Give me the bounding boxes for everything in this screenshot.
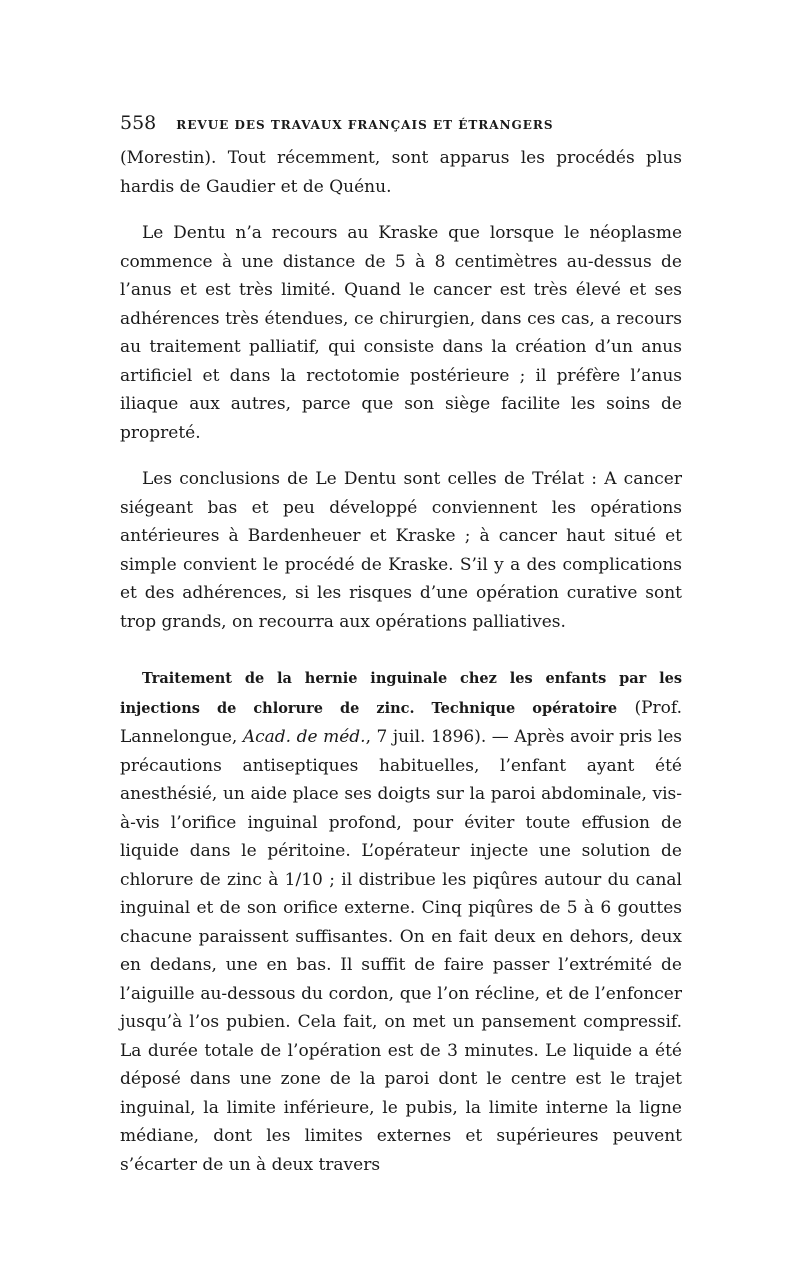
running-title: REVUE DES TRAVAUX FRANÇAIS ET ÉTRANGERS	[176, 118, 554, 132]
running-head	[120, 112, 682, 134]
page-number: 558	[120, 112, 157, 134]
paragraph-conclusions: Les conclusions de Le Dentu sont celles de Trélat : A cancer siégeant bas et peu développé conviennent les opérations antérieures à Bardenheuer et Kraske ; à cancer haut situé et simple convient le procédé de Kraske. S’il y a des complications et des adhérences, si les risques d’une opération curative sont trop grands, on recourra aux opérations palliatives.	[120, 469, 682, 632]
paragraph-le-dentu: Le Dentu n’a recours au Kraske que lorsque le néoplasme commence à une distance de 5 à 8 centimètres au-dessus de l’anus et est très limité. Quand le cancer est très élevé et ses adhérences très étendues, ce chirurgien, dans ces cas, a recours au traitement palliatif, qui consiste dans la création d’un anus artificiel et dans la rectotomie postérieure ; il préfère l’anus iliaque aux autres, parce que son siège facilite les soins de propreté.	[120, 223, 682, 443]
section-paragraph	[120, 664, 682, 1179]
paragraph-continuation: (Morestin). Tout récemment, sont apparus les procédés plus hardis de Gaudier et de Quénu.	[120, 148, 682, 197]
citation-close: , 7 juil. 1896). —	[365, 727, 515, 747]
journal-name: Acad. de méd.	[242, 727, 366, 747]
section-title: Traitement de la hernie inguinale chez les enfants par les injections de chlorure de zinc. Technique opératoire	[120, 670, 682, 717]
section-body: Après avoir pris les précautions antiseptiques habituelles, l’enfant ayant été anesthésié, un aide place ses doigts sur la paroi abdominale, vis-à-vis l’orifice inguinal profond, pour éviter toute effusion de liquide dans le péritoine. L’opérateur injecte une solution de chlorure de zinc à 1/10 ; il distribue les piqûres autour du canal inguinal et de son orifice externe. Cinq piqûres de 5 à 6 gouttes chacune paraissent suffisantes. On en fait deux en dehors, deux en dedans, une en bas. Il suffit de faire passer l’extrémité de l’aiguille au-dessous du cordon, que l’on récline, et de l’enfoncer jusqu’à l’os pubien. Cela fait, on met un pansement compressif. La durée totale de l’opération est de 3 minutes. Le liquide a été déposé dans une zone de la paroi dont le centre est le trajet inguinal, la limite inférieure, le pubis, la limite interne la ligne médiane, dont les limites externes et supérieures peuvent s’écarter de un à deux travers	[120, 727, 683, 1175]
book-page	[120, 112, 682, 1179]
citation-open: (Prof. Lannelongue,	[120, 697, 682, 747]
